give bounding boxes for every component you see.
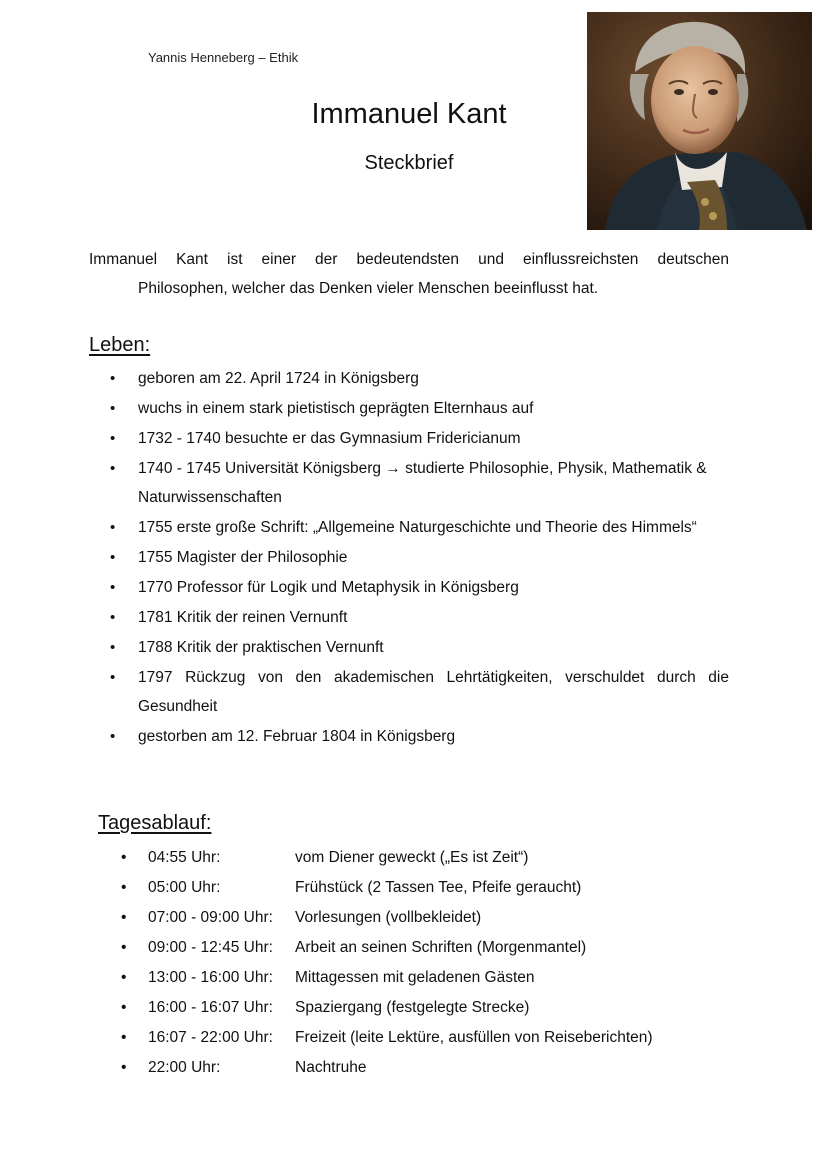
bullet-icon: • [110, 400, 116, 417]
intro-line-2: Philosophen, welcher das Denken vieler Menschen beeinflusst hat. [138, 280, 599, 297]
list-item-text: 1781 Kritik der reinen Vernunft [138, 609, 348, 626]
list-item [110, 513, 729, 542]
schedule-activity: Nachtruhe [295, 1059, 367, 1076]
schedule-row [121, 963, 761, 993]
schedule-activity: vom Diener geweckt („Es ist Zeit“) [295, 849, 529, 866]
list-item [110, 633, 729, 662]
bullet-icon: • [121, 849, 127, 866]
intro-line-1: Immanuel Kant ist einer der bedeutendsten und einflussreichsten deutschen [89, 251, 729, 268]
bullet-icon: • [110, 579, 116, 596]
schedule-time: 13:00 - 16:00 Uhr: [148, 969, 273, 986]
schedule-time: 16:00 - 16:07 Uhr: [148, 999, 273, 1016]
schedule-row [121, 903, 761, 933]
list-item-text: 1732 - 1740 besuchte er das Gymnasium Fridericianum [138, 430, 521, 447]
list-item [110, 543, 729, 572]
list-item-text: 1788 Kritik der praktischen Vernunft [138, 639, 384, 656]
tagesablauf-heading: Tagesablauf: [98, 812, 212, 834]
list-item-text: gestorben am 12. Februar 1804 in Königsberg [138, 728, 456, 745]
schedule-row [121, 1023, 761, 1053]
schedule-activity: Freizeit (leite Lektüre, ausfüllen von Reiseberichten) [295, 1029, 653, 1046]
bullet-icon: • [110, 519, 116, 536]
schedule-activity: Frühstück (2 Tassen Tee, Pfeife geraucht) [295, 879, 582, 896]
list-item [110, 603, 729, 632]
schedule-row [121, 993, 761, 1023]
schedule-activity: Spaziergang (festgelegte Strecke) [295, 999, 530, 1016]
list-item [110, 454, 729, 512]
schedule-row [121, 1053, 761, 1083]
tagesablauf-list [121, 843, 761, 1083]
list-item [110, 394, 729, 423]
schedule-activity: Arbeit an seinen Schriften (Morgenmantel) [295, 939, 587, 956]
bullet-icon: • [110, 549, 116, 566]
bullet-icon: • [121, 1059, 127, 1076]
list-item [110, 573, 729, 602]
schedule-time: 22:00 Uhr: [148, 1059, 221, 1076]
intro-paragraph [89, 245, 729, 303]
list-item-text: 1755 erste große Schrift: „Allgemeine Naturgeschichte und Theorie des Himmels“ [138, 519, 697, 536]
schedule-time: 16:07 - 22:00 Uhr: [148, 1029, 273, 1046]
list-item [110, 424, 729, 453]
leben-list [110, 364, 729, 752]
bullet-icon: • [110, 728, 116, 745]
schedule-time: 04:55 Uhr: [148, 849, 221, 866]
list-item-text: 1770 Professor für Logik und Metaphysik in Königsberg [138, 579, 519, 596]
bullet-icon: • [110, 370, 116, 387]
schedule-row [121, 843, 761, 873]
bullet-icon: • [110, 639, 116, 656]
list-item-text: 1740 - 1745 Universität Königsberg → studierte Philosophie, Physik, Mathematik & Naturwissenschaften [138, 460, 707, 506]
list-item [110, 722, 729, 751]
schedule-row [121, 933, 761, 963]
schedule-time: 07:00 - 09:00 Uhr: [148, 909, 273, 926]
page-title: Immanuel Kant [311, 98, 507, 130]
schedule-time: 09:00 - 12:45 Uhr: [148, 939, 273, 956]
schedule-row [121, 873, 761, 903]
list-item [110, 364, 729, 393]
schedule-activity: Vorlesungen (vollbekleidet) [295, 909, 482, 926]
bullet-icon: • [121, 879, 127, 896]
bullet-icon: • [121, 909, 127, 926]
schedule-activity: Mittagessen mit geladenen Gästen [295, 969, 535, 986]
bullet-icon: • [110, 430, 116, 447]
list-item-text: 1797 Rückzug von den akademischen Lehrtätigkeiten, verschuldet durch die Gesundheit [138, 669, 729, 715]
schedule-time: 05:00 Uhr: [148, 879, 221, 896]
author-line: Yannis Henneberg – Ethik [148, 50, 299, 65]
page-subtitle: Steckbrief [364, 152, 454, 174]
leben-heading: Leben: [89, 334, 151, 356]
list-item-text: wuchs in einem stark pietistisch geprägten Elternhaus auf [138, 400, 534, 417]
bullet-icon: • [121, 999, 127, 1016]
bullet-icon: • [110, 460, 116, 477]
bullet-icon: • [121, 969, 127, 986]
bullet-icon: • [121, 939, 127, 956]
bullet-icon: • [110, 669, 116, 686]
list-item [110, 663, 729, 721]
list-item-text: geboren am 22. April 1724 in Königsberg [138, 370, 419, 387]
bullet-icon: • [121, 1029, 127, 1046]
bullet-icon: • [110, 609, 116, 626]
list-item-text: 1755 Magister der Philosophie [138, 549, 348, 566]
